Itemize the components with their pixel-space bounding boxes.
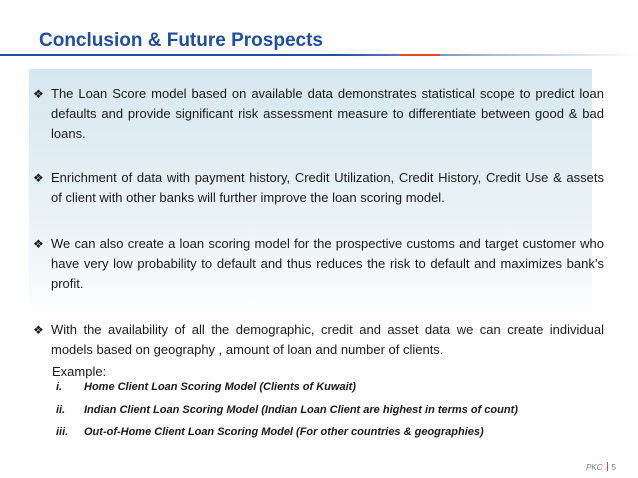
title-underline <box>0 54 638 56</box>
example-text: Indian Client Loan Scoring Model (Indian Loan Client are highest in terms of count) <box>84 404 518 416</box>
example-number: iii. <box>56 426 69 438</box>
bullet-item <box>33 84 604 144</box>
footer-brand: PKC <box>586 463 603 472</box>
example-number: i. <box>56 381 63 393</box>
bullet-item <box>33 320 604 360</box>
example-text: Home Client Loan Scoring Model (Clients of Kuwait) <box>84 381 356 393</box>
slide-title: Conclusion & Future Prospects <box>39 30 323 51</box>
example-number: ii. <box>56 404 66 416</box>
diamond-bullet-icon: ❖ <box>33 323 44 337</box>
bullet-text: With the availability of all the demographic, credit and asset data we can create individual models based on geography , amount of loan and number of clients. <box>51 322 604 357</box>
example-text: Out-of-Home Client Loan Scoring Model (For other countries & geographies) <box>84 426 484 438</box>
slide-footer <box>586 462 616 472</box>
bullet-text: The Loan Score model based on available data demonstrates statistical scope to predict loan defaults and provide significant risk assessment measure to differentiate between good & bad loans. <box>51 86 604 141</box>
title-underline-accent <box>400 54 440 56</box>
footer-separator <box>607 462 608 471</box>
bullet-item <box>33 234 604 294</box>
bullet-text: We can also create a loan scoring model for the prospective customs and target customer who have very low probability to default and thus reduces the risk to default and maximizes bank’s profit. <box>51 236 604 291</box>
bullet-item <box>33 168 604 208</box>
page-number: 5 <box>611 463 616 472</box>
diamond-bullet-icon: ❖ <box>33 87 44 101</box>
diamond-bullet-icon: ❖ <box>33 171 44 185</box>
example-label: Example: <box>52 364 107 379</box>
diamond-bullet-icon: ❖ <box>33 237 44 251</box>
bullet-text: Enrichment of data with payment history, Credit Utilization, Credit History, Credit Use & assets of client with other banks will further improve the loan scoring model. <box>51 170 604 205</box>
